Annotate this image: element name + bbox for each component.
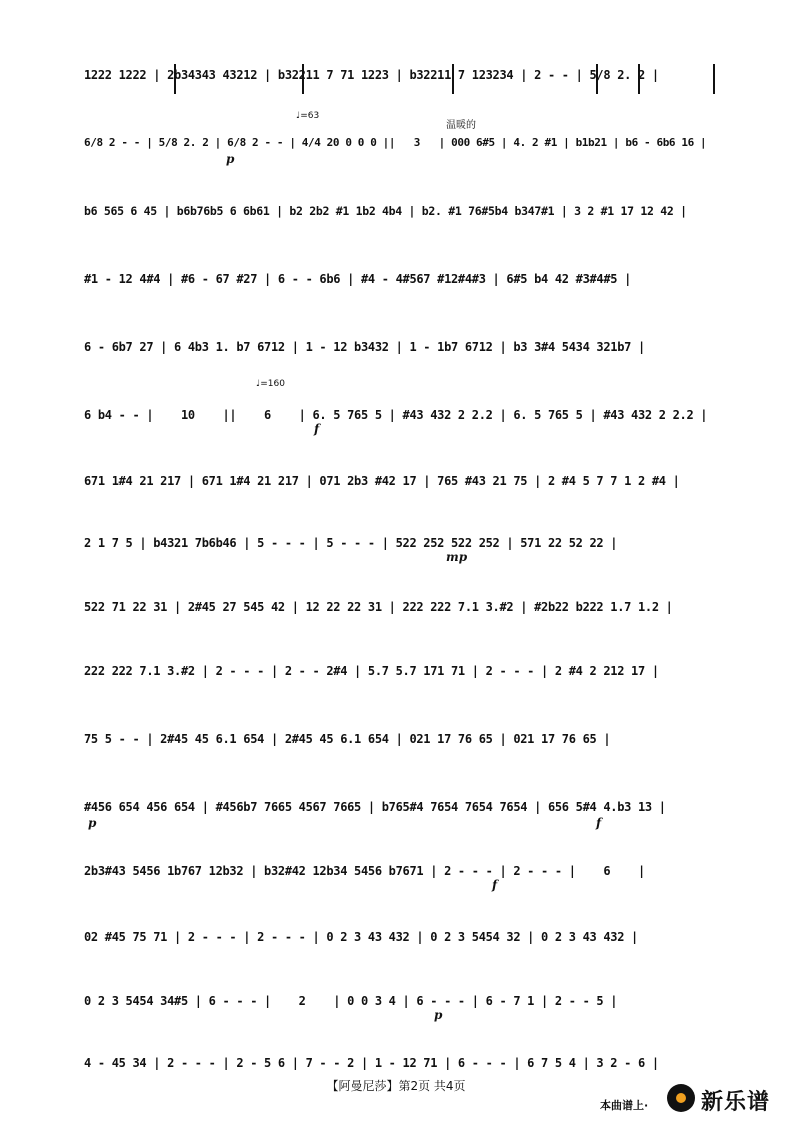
notation-row-16: 4 - 45 34 | 2 - - - | 2 - 5 6 | 7 - - 2 | 1 - 12 71 | 6 - - - | 6 7 5 4 | 3 2 - 6 | — [84, 1056, 659, 1070]
dynamic-mp: mp — [446, 550, 468, 564]
score-row-15 — [84, 982, 714, 1044]
score-row-14 — [84, 918, 714, 980]
footer-note: 本曲谱上· — [600, 1099, 649, 1112]
score-row-6 — [84, 379, 714, 458]
score-row-12 — [84, 788, 714, 850]
score-row-13 — [84, 852, 714, 914]
notation-row-7: 671 1#4 21 217 | 671 1#4 21 217 | 071 2b3 #42 17 | 765 #43 21 75 | 2 #4 5 7 7 1 2 #4 | — [84, 474, 680, 488]
notation-row-15: 0 2 3 5454 34#5 | 6 - - - | 2 | 0 0 3 4 | 6 - - - | 6 - 7 1 | 2 - - 5 | — [84, 994, 618, 1008]
score-row-4 — [84, 260, 714, 322]
tempo-mark-2: ♩=160 — [256, 379, 285, 389]
notation-row-11: 75 5 - - | 2#45 45 6.1 654 | 2#45 45 6.1 654 | 021 17 76 65 | 021 17 76 65 | — [84, 732, 611, 746]
dynamic-p-3: p — [434, 1008, 443, 1022]
notation-row-1: 1222 1222 | 2b34343 43212 | b32211 7 71 1223 | b32211 7 123234 | 2 - - | 5/8 2. 2 | — [84, 68, 659, 82]
dynamic-f-3: f — [492, 878, 498, 892]
score-row-8 — [84, 524, 714, 586]
score-row-2 — [84, 111, 714, 186]
notation-row-4: #1 - 12 4#4 | #6 - 67 #27 | 6 - - 6b6 | #4 - 4#567 #12#4#3 | 6#5 b4 42 #3#4#5 | — [84, 272, 632, 286]
expression-mark: 温暖的 — [446, 120, 476, 131]
notation-row-3: b6 565 6 45 | b6b76b5 6 6b61 | b2 2b2 #1 1b2 4b4 | b2. #1 76#5b4 b347#1 | 3 2 #1 17 12 42 | — [84, 204, 687, 218]
score-row-7 — [84, 462, 714, 524]
score-row-11 — [84, 720, 714, 782]
logo-text: 新乐谱 — [701, 1090, 771, 1115]
record-disc-icon — [667, 1084, 695, 1112]
score-row-1 — [84, 56, 714, 118]
score-row-10 — [84, 652, 714, 714]
notation-row-13: 2b3#43 5456 1b767 12b32 | b32#42 12b34 5456 b7671 | 2 - - - | 2 - - - | 6 | — [84, 864, 645, 878]
notation-row-12: #456 654 456 654 | #456b7 7665 4567 7665 | b765#4 7654 7654 7654 | 656 5#4 4.b3 13 | — [84, 800, 666, 814]
score-row-5 — [84, 328, 714, 390]
tempo-mark-1: ♩=63 — [296, 111, 320, 121]
site-logo[interactable] — [667, 1084, 779, 1114]
dynamic-f-2: f — [596, 816, 602, 830]
notation-row-6: 6 b4 - - | 10 || 6 | 6. 5 765 5 | #43 432 2 2.2 | 6. 5 765 5 | #43 432 2 2.2 | — [84, 408, 708, 422]
dynamic-f: f — [314, 422, 320, 436]
page-footer-title: 【阿曼尼莎】第2页 共4页 — [326, 1079, 466, 1093]
score-row-3 — [84, 192, 714, 254]
score-row-9 — [84, 588, 714, 650]
notation-row-5: 6 - 6b7 27 | 6 4b3 1. b7 6712 | 1 - 12 b3432 | 1 - 1b7 6712 | b3 3#4 5434 321b7 | — [84, 340, 645, 354]
dynamic-p-2: p — [88, 816, 97, 830]
notation-row-10: 222 222 7.1 3.#2 | 2 - - - | 2 - - 2#4 | 5.7 5.7 171 71 | 2 - - - | 2 #4 2 212 17 | — [84, 664, 659, 678]
notation-row-8: 2 1 7 5 | b4321 7b6b46 | 5 - - - | 5 - - - | 522 252 522 252 | 571 22 52 22 | — [84, 536, 618, 550]
notation-row-14: 02 #45 75 71 | 2 - - - | 2 - - - | 0 2 3 43 432 | 0 2 3 5454 32 | 0 2 3 43 432 | — [84, 930, 638, 944]
notation-row-9: 522 71 22 31 | 2#45 27 545 42 | 12 22 22 31 | 222 222 7.1 3.#2 | #2b22 b222 1.7 1.2 | — [84, 600, 673, 614]
dynamic-p: p — [226, 152, 235, 166]
notation-row-2: 6/8 2 - - | 5/8 2. 2 | 6/8 2 - - | 4/4 20 0 0 0 || 3 | 000 6#5 | 4. 2 #1 | b1b21 | b6 - 6b6 16 | — [84, 136, 707, 149]
